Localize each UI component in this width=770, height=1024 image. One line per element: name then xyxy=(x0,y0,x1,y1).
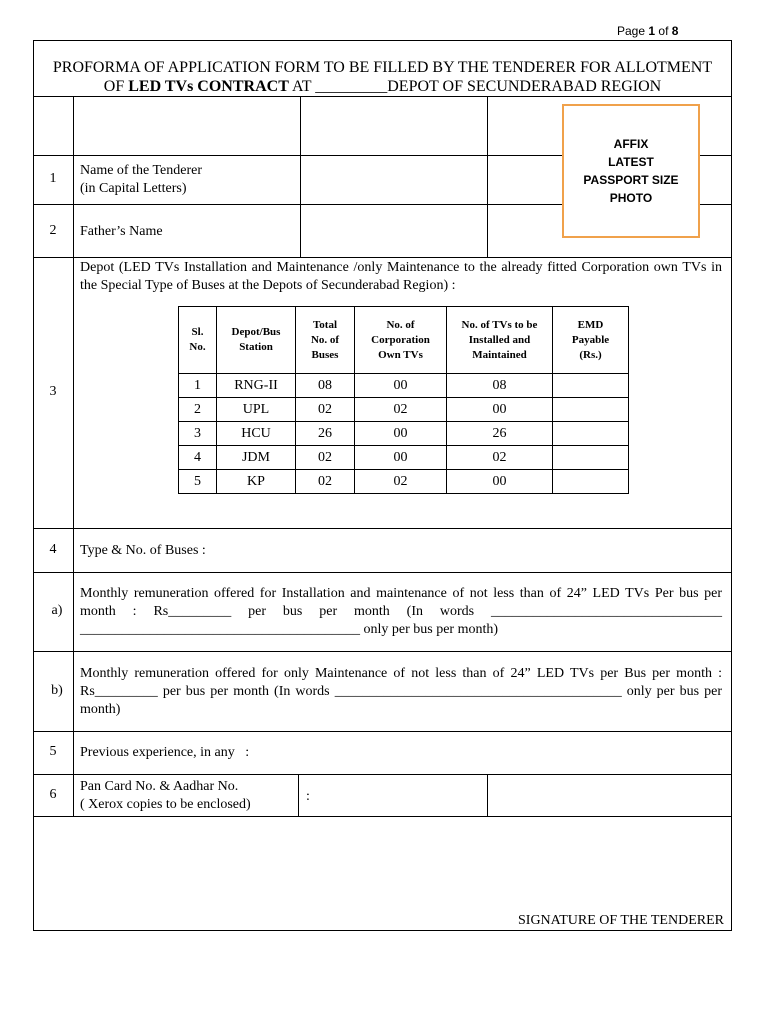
title-line-2: OF LED TVs CONTRACT AT _________DEPOT OF SECUNDERABAD REGION xyxy=(103,78,662,95)
table-cell: 02 xyxy=(447,446,553,470)
table-row xyxy=(179,422,629,446)
table-cell: RNG-II xyxy=(217,374,296,398)
signature-area[interactable] xyxy=(34,817,731,912)
row-6-colon: : xyxy=(306,789,310,804)
row-6-label: Pan Card No. & Aadhar No. ( Xerox copies to be enclosed) xyxy=(80,779,251,812)
row-b-text: Monthly remuneration offered for only Maintenance of not less than of 24” LED TVs per Bus per month : Rs_________ per bus per month (In words _________________________________________ only per bus per month) xyxy=(80,666,722,717)
table-cell: 02 xyxy=(296,446,355,470)
table-row xyxy=(179,470,629,494)
depot-header-4: No. of TVs to be Installed and Maintained xyxy=(447,307,553,374)
table-row xyxy=(179,446,629,470)
table-cell: 00 xyxy=(355,422,447,446)
row-4-number: 4 xyxy=(49,542,57,557)
form-title xyxy=(34,58,731,96)
depot-header-3: No. of Corporation Own TVs xyxy=(355,307,447,374)
table-cell: 02 xyxy=(355,398,447,422)
emd-cell[interactable] xyxy=(553,374,629,398)
row-3-text: Depot (LED TVs Installation and Maintenance /only Maintenance to the already fitted Corporation own TVs in the Special Type of Buses at the Depots of Secunderabad Region) : xyxy=(80,260,722,293)
table-cell: HCU xyxy=(217,422,296,446)
table-cell: 3 xyxy=(179,422,217,446)
table-cell: 26 xyxy=(296,422,355,446)
table-row xyxy=(179,398,629,422)
row-4-label: Type & No. of Buses : xyxy=(80,543,206,558)
pan-aadhar-field[interactable] xyxy=(320,775,486,815)
fathers-name-field[interactable] xyxy=(301,205,486,256)
table-cell: 2 xyxy=(179,398,217,422)
row-3-number: 3 xyxy=(49,384,57,399)
emd-cell[interactable] xyxy=(553,422,629,446)
row-a-number: a) xyxy=(51,603,63,618)
table-cell: 02 xyxy=(296,470,355,494)
emd-cell[interactable] xyxy=(553,470,629,494)
depot-table xyxy=(178,306,629,494)
row-b-number: b) xyxy=(51,683,63,698)
row-6-number: 6 xyxy=(49,787,57,802)
table-row xyxy=(179,374,629,398)
emd-cell[interactable] xyxy=(553,446,629,470)
table-cell: KP xyxy=(217,470,296,494)
table-cell: UPL xyxy=(217,398,296,422)
table-cell: JDM xyxy=(217,446,296,470)
table-cell: 00 xyxy=(447,470,553,494)
table-cell: 02 xyxy=(355,470,447,494)
table-cell: 08 xyxy=(447,374,553,398)
row-1-number: 1 xyxy=(49,171,57,186)
title-line-1: PROFORMA OF APPLICATION FORM TO BE FILLED BY THE TENDERER FOR ALLOTMENT xyxy=(52,59,713,76)
tenderer-name-field[interactable] xyxy=(301,156,486,203)
row-5-label: Previous experience, in any : xyxy=(80,745,250,760)
row-5-number: 5 xyxy=(49,744,57,759)
table-cell: 26 xyxy=(447,422,553,446)
table-cell: 00 xyxy=(355,446,447,470)
table-cell: 1 xyxy=(179,374,217,398)
row-2-number: 2 xyxy=(49,223,57,238)
depot-header-5: EMD Payable (Rs.) xyxy=(553,307,629,374)
depot-header-2: Total No. of Buses xyxy=(296,307,355,374)
row-a-text: Monthly remuneration offered for Installation and maintenance of not less than of 24” LED TVs Per bus per month : Rs_________ per bus per month (In words _________________________________ ________________________________________ only per bus per month) xyxy=(80,586,722,637)
page-number: Page 1 of 8 xyxy=(617,24,679,38)
emd-cell[interactable] xyxy=(553,398,629,422)
row-2-label: Father’s Name xyxy=(80,224,163,239)
passport-photo-box[interactable]: AFFIX LATEST PASSPORT SIZE PHOTO xyxy=(562,104,700,238)
table-cell: 00 xyxy=(355,374,447,398)
table-cell: 5 xyxy=(179,470,217,494)
depot-header-0: Sl. No. xyxy=(179,307,217,374)
table-cell: 00 xyxy=(447,398,553,422)
row-1-label: Name of the Tenderer (in Capital Letters) xyxy=(80,163,202,196)
depot-header-1: Depot/Bus Station xyxy=(217,307,296,374)
table-cell: 4 xyxy=(179,446,217,470)
table-cell: 08 xyxy=(296,374,355,398)
signature-label: SIGNATURE OF THE TENDERER xyxy=(518,913,724,928)
table-cell: 02 xyxy=(296,398,355,422)
